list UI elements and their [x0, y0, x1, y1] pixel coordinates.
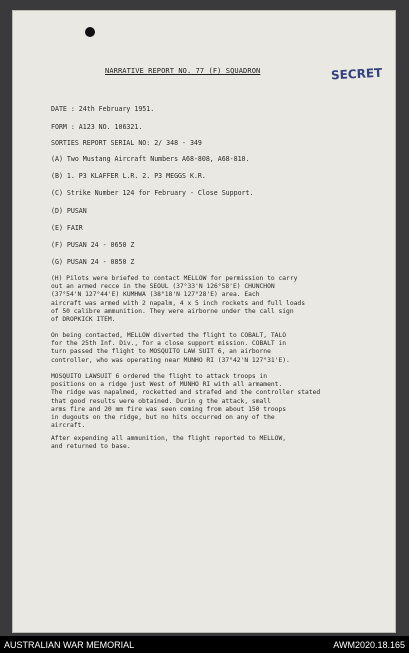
paragraph-4 [51, 435, 286, 451]
item-f: (F) PUSAN 24 - 0650 Z [51, 241, 135, 249]
paragraph-2 [51, 332, 290, 365]
text-line: (H) Pilots were briefed to contact MELLOW for permission to carry [51, 275, 298, 282]
item-g: (G) PUSAN 24 - 0850 Z [51, 258, 135, 266]
text-line: MOSQUITO LAWSUIT 6 ordered the flight to attack troops in [51, 373, 268, 380]
secret-stamp: SECRET [330, 65, 383, 83]
paragraph-h [51, 275, 305, 324]
document-page [12, 10, 396, 633]
text-line: out an armed recce in the SEOUL (37°33'N 126°58'E) CHUNCHON [51, 283, 275, 291]
text-line: that good results were obtained. Durin g the attack, small [51, 397, 271, 405]
text-line: aircraft was armed with 2 napalm, 4 x 5 inch rockets and full loads [51, 299, 306, 307]
text-line: After expending all ammunition, the flight reported to MELLOW, [51, 435, 287, 442]
footer-accession-number: AWM2020.18.165 [333, 640, 405, 650]
date-line: DATE : 24th February 1951. [51, 105, 155, 113]
item-a: (A) Two Mustang Aircraft Numbers A68-808, A68-810. [51, 155, 250, 163]
text-line: turn passed the flight to MOSQUITO LAW SUIT 6, an airborne [51, 348, 271, 356]
text-line: positions on a ridge just West of MUNHO RI with all armament. [51, 381, 283, 389]
form-line: FORM : A123 NO. 106321. [51, 123, 143, 131]
text-line: (37°54'N 127°44'E) KUMHWA (38°18'N 127°28'E) area. Each [51, 291, 260, 299]
sorties-line: SORTIES REPORT SERIAL NO: 2/ 348 - 349 [51, 139, 202, 147]
footer-credit: AUSTRALIAN WAR MEMORIAL [4, 640, 135, 650]
footer-bar [0, 636, 409, 653]
item-e: (E) FAIR [51, 224, 83, 232]
text-line: aircraft. [51, 422, 86, 430]
text-line: of 50 calibre ammunition. They were airborne under the call sign [51, 307, 294, 315]
text-line: of DROPKICK ITEM. [51, 316, 116, 324]
text-line: The ridge was napalmed, rocketted and strafed and the controller stated [51, 389, 321, 397]
punch-hole [85, 27, 95, 37]
text-line: arms fire and 20 mm fire was seen coming from about 150 troops [51, 405, 287, 413]
text-line: for the 25th Inf. Div., for a close support mission. COBALT in [51, 340, 287, 348]
item-b: (B) 1. P3 KLAFFER L.R. 2. P3 MEGGS K.R. [51, 172, 206, 180]
text-line: controller, who was operating near MUNHO RI (37°42'N 127°31'E). [51, 356, 290, 364]
text-line: On being contacted, MELLOW diverted the flight to COBALT, TALO [51, 332, 287, 339]
report-title: NARRATIVE REPORT NO. 77 (F) SQUADRON [105, 67, 261, 75]
text-line: in dugouts on the ridge, but no hits occurred on any of the [51, 414, 275, 422]
paragraph-3 [51, 373, 320, 430]
text-line: and returned to base. [51, 443, 131, 451]
item-c: (C) Strike Number 124 for February - Close Support. [51, 189, 254, 197]
item-d: (D) PUSAN [51, 207, 87, 215]
